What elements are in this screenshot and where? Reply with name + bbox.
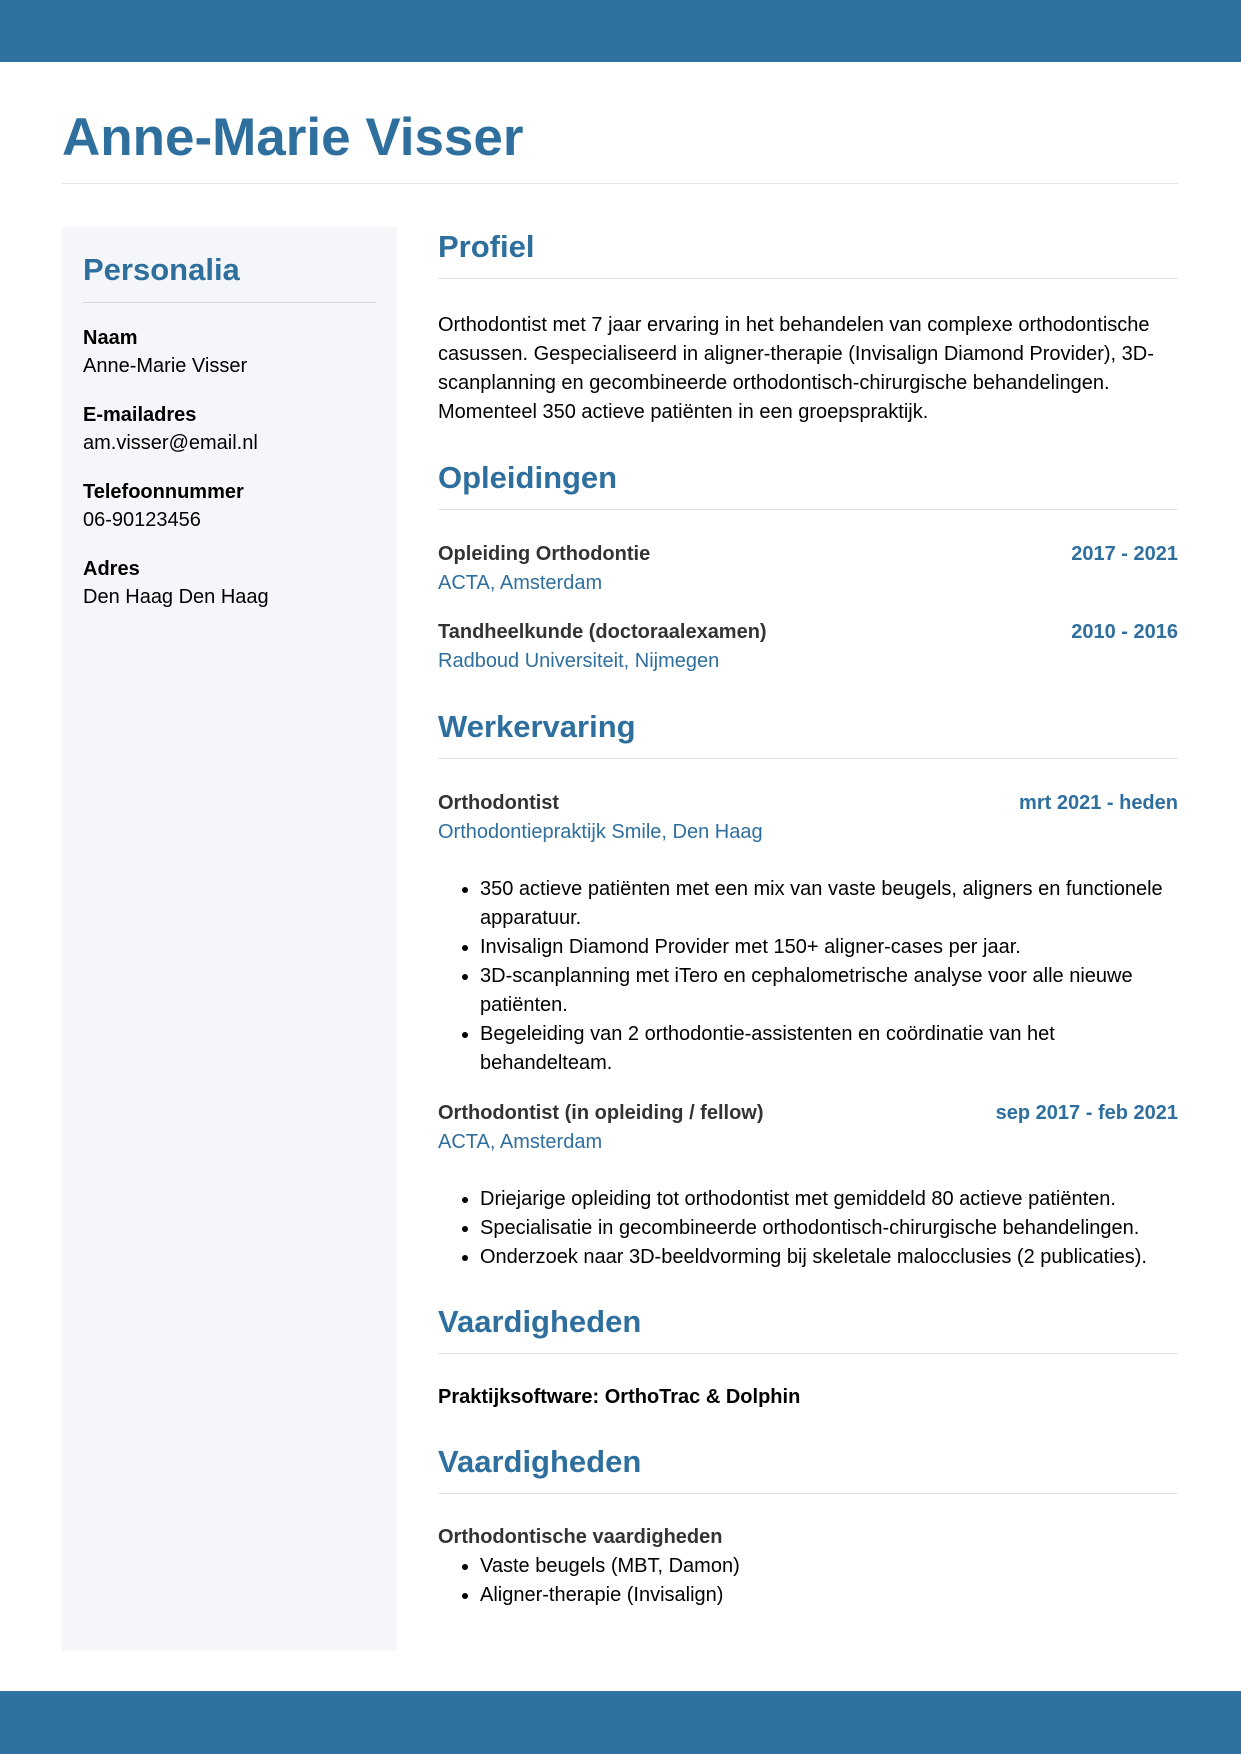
skill-list bbox=[438, 1552, 1178, 1610]
list-item: • Vaste beugels (MBT, Damon) bbox=[480, 1552, 1178, 1581]
list-item: • Invisalign Diamond Provider met 150+ aligner-cases per jaar. bbox=[480, 933, 1178, 962]
entry-institution: Radboud Universiteit, Nijmegen bbox=[438, 650, 720, 672]
field-value: 06-90123456 bbox=[83, 509, 201, 531]
section-title: Vaardigheden bbox=[438, 1304, 642, 1339]
list-item: • Begeleiding van 2 orthodontie-assistenten en coördinatie van het behandelteam. bbox=[480, 1020, 1178, 1078]
field-value: Anne-Marie Visser bbox=[83, 355, 248, 377]
section-title: Profiel bbox=[438, 229, 535, 264]
main-content bbox=[438, 227, 1178, 1610]
experience-entry bbox=[438, 1099, 1178, 1272]
sidebar-title: Personalia bbox=[83, 252, 240, 287]
section-opleidingen bbox=[438, 458, 1178, 676]
experience-bullets bbox=[438, 1185, 1178, 1272]
field-email bbox=[83, 401, 376, 457]
section-divider bbox=[438, 509, 1178, 510]
section-divider bbox=[438, 758, 1178, 759]
field-label: Telefoonnummer bbox=[83, 481, 244, 503]
section-divider bbox=[438, 1353, 1178, 1354]
entry-dates: 2017 - 2021 bbox=[1071, 543, 1178, 565]
field-label: Adres bbox=[83, 558, 140, 580]
field-label: Naam bbox=[83, 327, 138, 349]
section-title: Opleidingen bbox=[438, 460, 618, 495]
section-divider bbox=[438, 1493, 1178, 1494]
entry-dates: sep 2017 - feb 2021 bbox=[995, 1102, 1178, 1124]
entry-company: Orthodontiepraktijk Smile, Den Haag bbox=[438, 821, 763, 843]
profile-text: Orthodontist met 7 jaar ervaring in het behandelen van complexe orthodontische casussen. Gespecialiseerd in aligner-therapie (Invisalign Diamond Provider), 3D-scanplanning en gecombineerde orthodontisch-chirurgische behandelingen. Momenteel 350 actieve patiënten in een groepspraktijk. bbox=[438, 314, 1154, 423]
education-entry bbox=[438, 618, 1178, 676]
education-entry bbox=[438, 540, 1178, 598]
field-value: Den Haag Den Haag bbox=[83, 586, 269, 608]
entry-title: Orthodontist (in opleiding / fellow) bbox=[438, 1102, 764, 1124]
section-divider bbox=[438, 278, 1178, 279]
field-telefoon bbox=[83, 478, 376, 534]
section-title: Vaardigheden bbox=[438, 1444, 642, 1479]
field-value: am.visser@email.nl bbox=[83, 432, 258, 454]
skill-group-title: Orthodontische vaardigheden bbox=[438, 1526, 723, 1548]
entry-title: Tandheelkunde (doctoraalexamen) bbox=[438, 621, 767, 643]
list-item: • 350 actieve patiënten met een mix van vaste beugels, aligners en functionele apparatuur. bbox=[480, 875, 1178, 933]
page-title: Anne-Marie Visser bbox=[62, 108, 524, 167]
list-item: • Specialisatie in gecombineerde orthodontisch-chirurgische behandelingen. bbox=[480, 1214, 1178, 1243]
list-item: • 3D-scanplanning met iTero en cephalometrische analyse voor alle nieuwe patiënten. bbox=[480, 962, 1178, 1020]
skill-software: Praktijksoftware: OrthoTrac & Dolphin bbox=[438, 1386, 801, 1408]
section-profiel bbox=[438, 227, 1178, 427]
section-vaardigheden bbox=[438, 1302, 1178, 1412]
sidebar-personalia bbox=[62, 227, 397, 1651]
entry-title: Opleiding Orthodontie bbox=[438, 543, 651, 565]
entry-title: Orthodontist bbox=[438, 792, 560, 814]
footer-band bbox=[0, 1691, 1241, 1754]
entry-company: ACTA, Amsterdam bbox=[438, 1131, 603, 1153]
section-werkervaring bbox=[438, 707, 1178, 1272]
list-item: • Onderzoek naar 3D-beeldvorming bij skeletale malocclusies (2 publicaties). bbox=[480, 1243, 1178, 1272]
list-item: • Driejarige opleiding tot orthodontist met gemiddeld 80 actieve patiënten. bbox=[480, 1185, 1178, 1214]
list-item: • Aligner-therapie (Invisalign) bbox=[480, 1581, 1178, 1610]
section-title: Werkervaring bbox=[438, 709, 636, 744]
header-band bbox=[0, 0, 1241, 62]
experience-entry bbox=[438, 789, 1178, 1078]
field-label: E-mailadres bbox=[83, 404, 197, 426]
experience-bullets bbox=[438, 875, 1178, 1078]
section-vaardigheden-2 bbox=[438, 1442, 1178, 1610]
title-divider bbox=[62, 183, 1178, 184]
entry-dates: 2010 - 2016 bbox=[1071, 621, 1178, 643]
entry-dates: mrt 2021 - heden bbox=[1019, 792, 1178, 814]
field-adres bbox=[83, 555, 376, 611]
sidebar-divider bbox=[83, 302, 376, 303]
entry-institution: ACTA, Amsterdam bbox=[438, 572, 603, 594]
field-naam bbox=[83, 324, 376, 380]
